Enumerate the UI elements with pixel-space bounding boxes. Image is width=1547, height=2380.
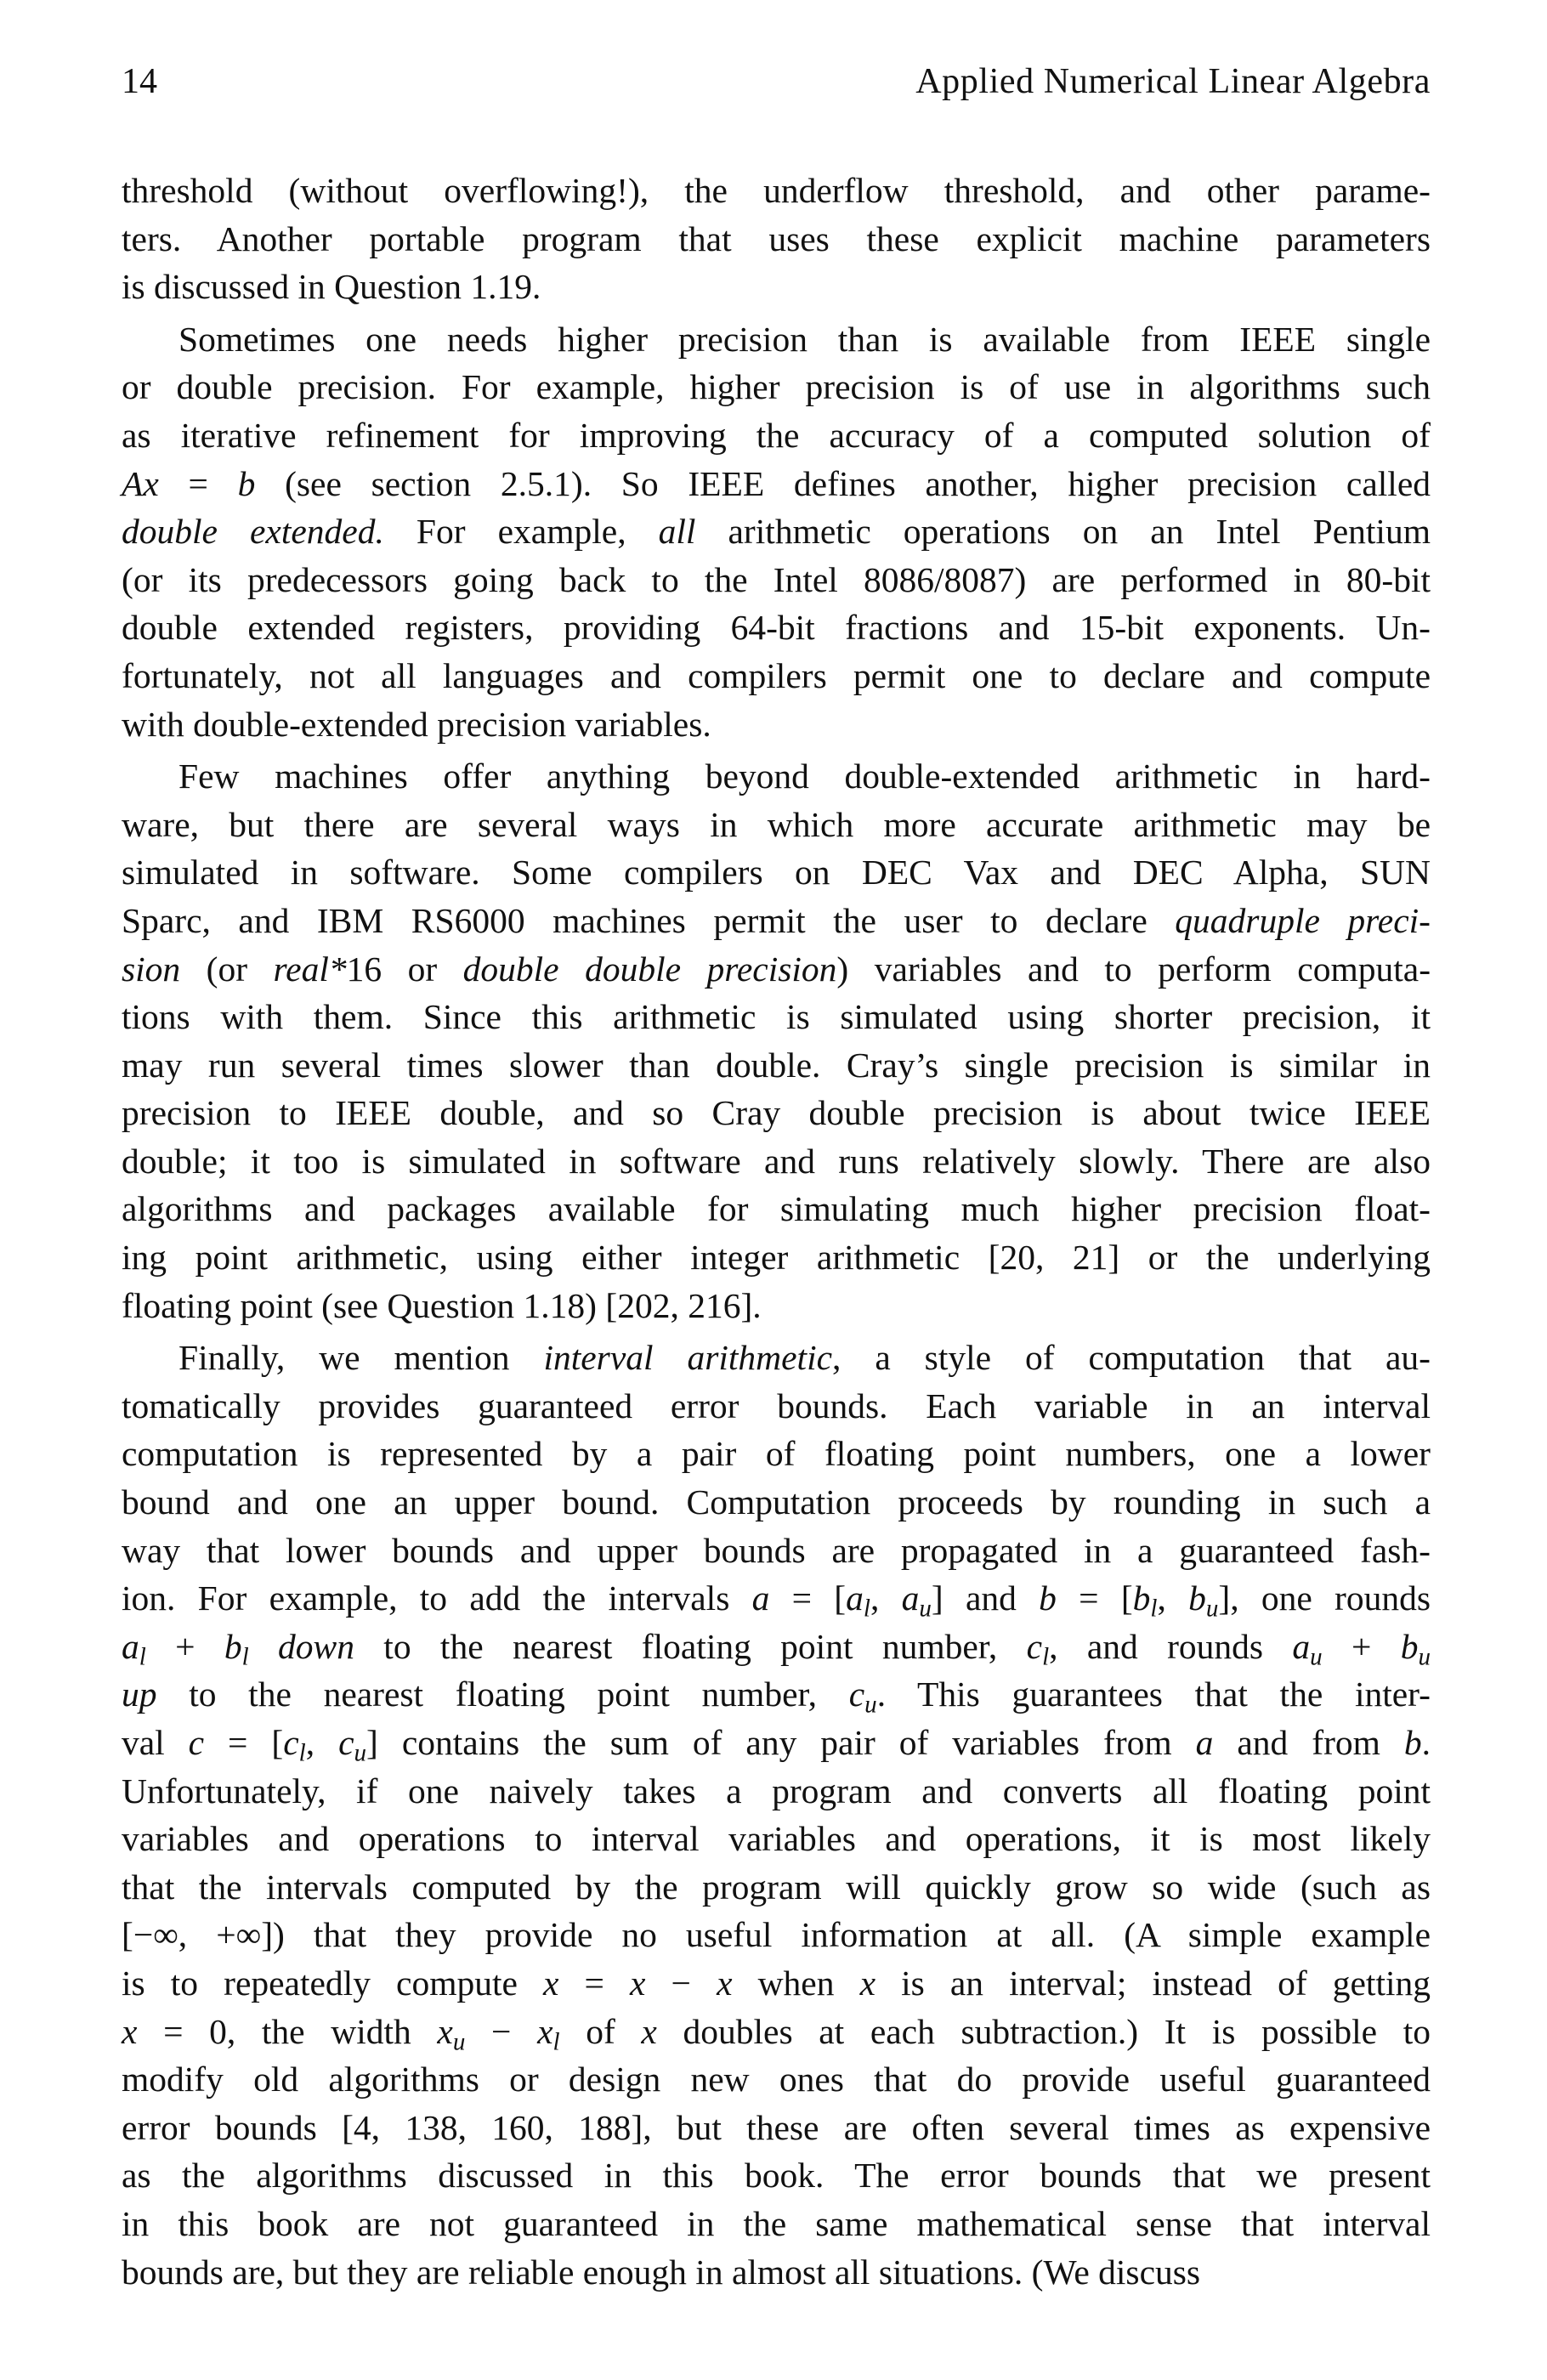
math-symbol: x (122, 2011, 138, 2051)
text-run: modify old algorithms or design new ones that do provide useful guaranteed (122, 2060, 1431, 2100)
emphasis: double extended. (122, 512, 384, 552)
text-run: when (732, 1963, 860, 2003)
text-line (122, 2055, 1431, 2104)
text-line (122, 700, 1431, 749)
text-line (122, 2200, 1431, 2248)
text-line (122, 1382, 1431, 1431)
text-run: ware, but there are several ways in which more accurate arithmetic may be (122, 804, 1431, 844)
text-line (122, 1527, 1431, 1575)
text-run: simulated in software. Some compilers on DEC Vax and DEC Alpha, SUN (122, 853, 1431, 892)
math-symbol: $c_l$ (1026, 1626, 1050, 1671)
text-line (122, 2008, 1431, 2056)
text-run: (or (180, 949, 274, 989)
text-run: bounds are, but they are reliable enough in almost all situations. (We discuss (122, 2252, 1201, 2292)
text-run: ] and (931, 1578, 1040, 1618)
math-subscript: u (1310, 1643, 1323, 1671)
text-run: floating point (see Question 1.18) [202, 216]. (122, 1285, 762, 1325)
paragraph (122, 315, 1431, 748)
text-line (122, 1574, 1431, 1623)
text-line (122, 1911, 1431, 1959)
text-line (122, 801, 1431, 849)
math-symbol: $x_u$ (437, 2011, 466, 2055)
text-run: arithmetic operations on an Intel Pentium (695, 512, 1431, 552)
math-symbol: b (1039, 1578, 1057, 1618)
text-run: ing point arithmetic, using either integer arithmetic [20, 21] or the underlying (122, 1238, 1431, 1278)
emphasis: double double precision (462, 949, 837, 989)
math-symbol: b (237, 463, 256, 503)
paragraph (122, 752, 1431, 1329)
text-line (122, 1719, 1431, 1767)
math-symbol: $a_u$ (1292, 1626, 1323, 1671)
emphasis: up (122, 1674, 157, 1714)
text-line (122, 363, 1431, 411)
text-run: ) variables and to perform computa- (836, 949, 1431, 989)
text-run: is to repeatedly compute (122, 1963, 544, 2003)
math-symbol: a (751, 1578, 770, 1618)
text-run: + (1322, 1626, 1401, 1666)
text-run: to the nearest floating point number, (354, 1626, 1027, 1666)
text-run: double extended registers, providing 64-bit fractions and 15-bit exponents. Un- (122, 608, 1431, 648)
text-run: or double precision. For example, higher precision is of use in algorithms such (122, 367, 1431, 407)
text-run: variables and operations to interval variables and operations, it is most likely (122, 1819, 1431, 1859)
math-symbol: $b_l$ (1132, 1578, 1158, 1623)
text-run: Finally, we mention (178, 1338, 544, 1378)
text-run: − (645, 1963, 717, 2003)
emphasis: quadruple preci- (1175, 900, 1431, 940)
text-run: (or its predecessors going back to the Intel 8086/8087) are performed in 80-bit (122, 559, 1431, 599)
text-run: , (305, 1723, 339, 1762)
text-line (122, 1185, 1431, 1233)
text-run: , (1157, 1578, 1189, 1618)
math-symbol: $x_l$ (537, 2011, 560, 2055)
text-run: computation is represented by a pair of floating point numbers, one a lower (122, 1434, 1431, 1474)
text-run: tomatically provides guaranteed error bounds. Each variable in an interval (122, 1386, 1431, 1425)
text-run: tions with them. Since this arithmetic is simulated using shorter precision, it (122, 997, 1431, 1037)
math-symbol: c (188, 1723, 205, 1762)
text-run: = [ (204, 1723, 284, 1762)
text-run: to the nearest floating point number, (156, 1674, 849, 1714)
math-symbol: x (630, 1963, 646, 2003)
text-run: Sparc, and IBM RS6000 machines permit the user to declare (122, 900, 1176, 940)
text-line (122, 263, 1431, 311)
text-line (122, 2104, 1431, 2152)
text-line (122, 460, 1431, 508)
text-run: as the algorithms discussed in this book. The error bounds that we present (122, 2156, 1431, 2196)
page-number: 14 (122, 62, 157, 101)
text-run: = 0, the width (137, 2011, 438, 2051)
text-run: , a style of computation that au- (832, 1338, 1431, 1378)
text-run: way that lower bounds and upper bounds are propagated in a guaranteed fash- (122, 1530, 1431, 1570)
text-run: in this book are not guaranteed in the same mathematical sense that interval (122, 2203, 1431, 2243)
text-run: [−∞, +∞]) that they provide no useful information at all. (A simple example (122, 1915, 1431, 1955)
text-line (122, 167, 1431, 215)
math-subscript: u (452, 2027, 466, 2055)
text-run: . (1421, 1723, 1431, 1762)
math-subscript: u (1205, 1595, 1219, 1623)
text-line (122, 1767, 1431, 1816)
math-symbol: $a_u$ (901, 1578, 932, 1623)
text-line (122, 1334, 1431, 1382)
math-subscript: l (298, 1739, 306, 1767)
text-run: of (559, 2011, 642, 2051)
math-symbol: $a_l$ (122, 1626, 146, 1671)
math-subscript: l (1150, 1595, 1158, 1623)
math-symbol: $c_l$ (283, 1723, 306, 1767)
math-symbol: x (543, 1963, 559, 2003)
text-run: . This guarantees that the inter- (876, 1674, 1431, 1714)
text-line (122, 1478, 1431, 1527)
text-run: doubles at each subtraction.) It is possible to (656, 2011, 1431, 2051)
text-line (122, 1430, 1431, 1478)
text-run: double; it too is simulated in software and runs relatively slowly. There are also (122, 1141, 1431, 1181)
text-line (122, 752, 1431, 801)
text-run: 16 or (346, 949, 463, 989)
text-run: , (870, 1578, 902, 1618)
text-line (122, 945, 1431, 994)
text-run: with double-extended precision variables. (122, 704, 711, 744)
text-run: as iterative refinement for improving the accuracy of a computed solution of (122, 415, 1431, 455)
text-line (122, 1041, 1431, 1090)
text-line (122, 1863, 1431, 1912)
running-title: Applied Numerical Linear Algebra (915, 62, 1431, 101)
text-run: fortunately, not all languages and compilers permit one to declare and compute (122, 655, 1431, 695)
emphasis: real* (273, 949, 347, 989)
text-run: precision to IEEE double, and so Cray double precision is about twice IEEE (122, 1093, 1431, 1133)
text-run: Unfortunately, if one naively takes a program and converts all floating point (122, 1771, 1431, 1810)
emphasis: down (278, 1626, 354, 1666)
text-line (122, 1089, 1431, 1137)
text-run: For example, (383, 512, 659, 552)
text-run: (see section 2.5.1). So IEEE defines another, higher precision called (255, 463, 1431, 503)
text-run: + (145, 1626, 224, 1666)
math-subscript: u (354, 1739, 367, 1767)
text-run: bound and one an upper bound. Computation proceeds by rounding in such a (122, 1482, 1431, 1522)
text-line (122, 1233, 1431, 1282)
text-run: , and rounds (1049, 1626, 1293, 1666)
math-subscript: l (1042, 1643, 1050, 1671)
text-line (122, 2248, 1431, 2297)
text-run: may run several times slower than double. Cray’s single precision is similar in (122, 1045, 1431, 1085)
text-run: = (558, 1963, 631, 2003)
body-text (122, 167, 1431, 2300)
math-symbol: a (1195, 1723, 1214, 1762)
text-line (122, 604, 1431, 652)
math-symbol: x (641, 2011, 657, 2051)
text-run (249, 1627, 278, 1666)
text-run: = (158, 463, 238, 503)
emphasis: interval arithmetic (543, 1338, 833, 1378)
math-subscript: u (919, 1595, 932, 1623)
emphasis: sion (122, 949, 181, 989)
math-symbol: $b_u$ (1188, 1578, 1219, 1623)
text-line (122, 315, 1431, 364)
text-line (122, 993, 1431, 1041)
math-symbol: $b_u$ (1400, 1626, 1431, 1671)
math-symbol: x (859, 1963, 876, 2003)
math-symbol: Ax (122, 463, 159, 503)
text-line (122, 1137, 1431, 1186)
text-line (122, 848, 1431, 897)
paragraph (122, 1334, 1431, 2296)
math-symbol: $b_l$ (224, 1626, 249, 1671)
text-run: ] contains the sum of any pair of variables from (366, 1723, 1196, 1762)
text-run: and from (1213, 1723, 1404, 1762)
math-symbol: $c_u$ (338, 1723, 367, 1767)
text-run: is discussed in Question 1.19. (122, 267, 541, 307)
paragraph (122, 167, 1431, 311)
text-line (122, 411, 1431, 460)
text-run: − (465, 2011, 538, 2051)
math-subscript: l (139, 1643, 146, 1671)
math-subscript: l (552, 2027, 560, 2055)
text-run: = [ (769, 1578, 847, 1618)
text-line (122, 897, 1431, 945)
text-run: = [ (1056, 1578, 1133, 1618)
text-line (122, 1670, 1431, 1719)
math-subscript: l (863, 1595, 870, 1623)
text-line (122, 1815, 1431, 1863)
text-line (122, 1282, 1431, 1330)
math-symbol: b (1403, 1723, 1422, 1762)
math-symbol: $a_l$ (846, 1578, 870, 1623)
text-run: that the intervals computed by the program will quickly grow so wide (such as (122, 1867, 1431, 1907)
text-line (122, 1959, 1431, 2008)
text-run: is an interval; instead of getting (875, 1963, 1431, 2003)
text-run: Sometimes one needs higher precision than is available from IEEE single (178, 319, 1431, 359)
text-line (122, 556, 1431, 604)
math-subscript: u (1418, 1643, 1431, 1671)
math-subscript: u (864, 1691, 877, 1719)
text-line (122, 652, 1431, 700)
text-run: error bounds [4, 138, 160, 188], but these are often several times as expensive (122, 2107, 1431, 2147)
text-run: threshold (without overflowing!), the underflow threshold, and other parame- (122, 171, 1431, 210)
text-run: Few machines offer anything beyond double-extended arithmetic in hard- (178, 756, 1431, 796)
math-symbol: $c_u$ (848, 1674, 877, 1719)
math-symbol: x (717, 1963, 733, 2003)
running-head (122, 58, 1431, 105)
text-line (122, 507, 1431, 556)
text-run: algorithms and packages available for simulating much higher precision float- (122, 1189, 1431, 1229)
text-run: ], one rounds (1218, 1578, 1431, 1618)
text-run: ion. For example, to add the intervals (122, 1578, 752, 1618)
emphasis: all (658, 512, 696, 552)
math-subscript: l (241, 1643, 249, 1671)
text-line (122, 2151, 1431, 2200)
text-line (122, 215, 1431, 264)
text-run: val (122, 1723, 189, 1762)
text-line (122, 1623, 1431, 1671)
text-run: ters. Another portable program that uses these explicit machine parameters (122, 218, 1431, 258)
